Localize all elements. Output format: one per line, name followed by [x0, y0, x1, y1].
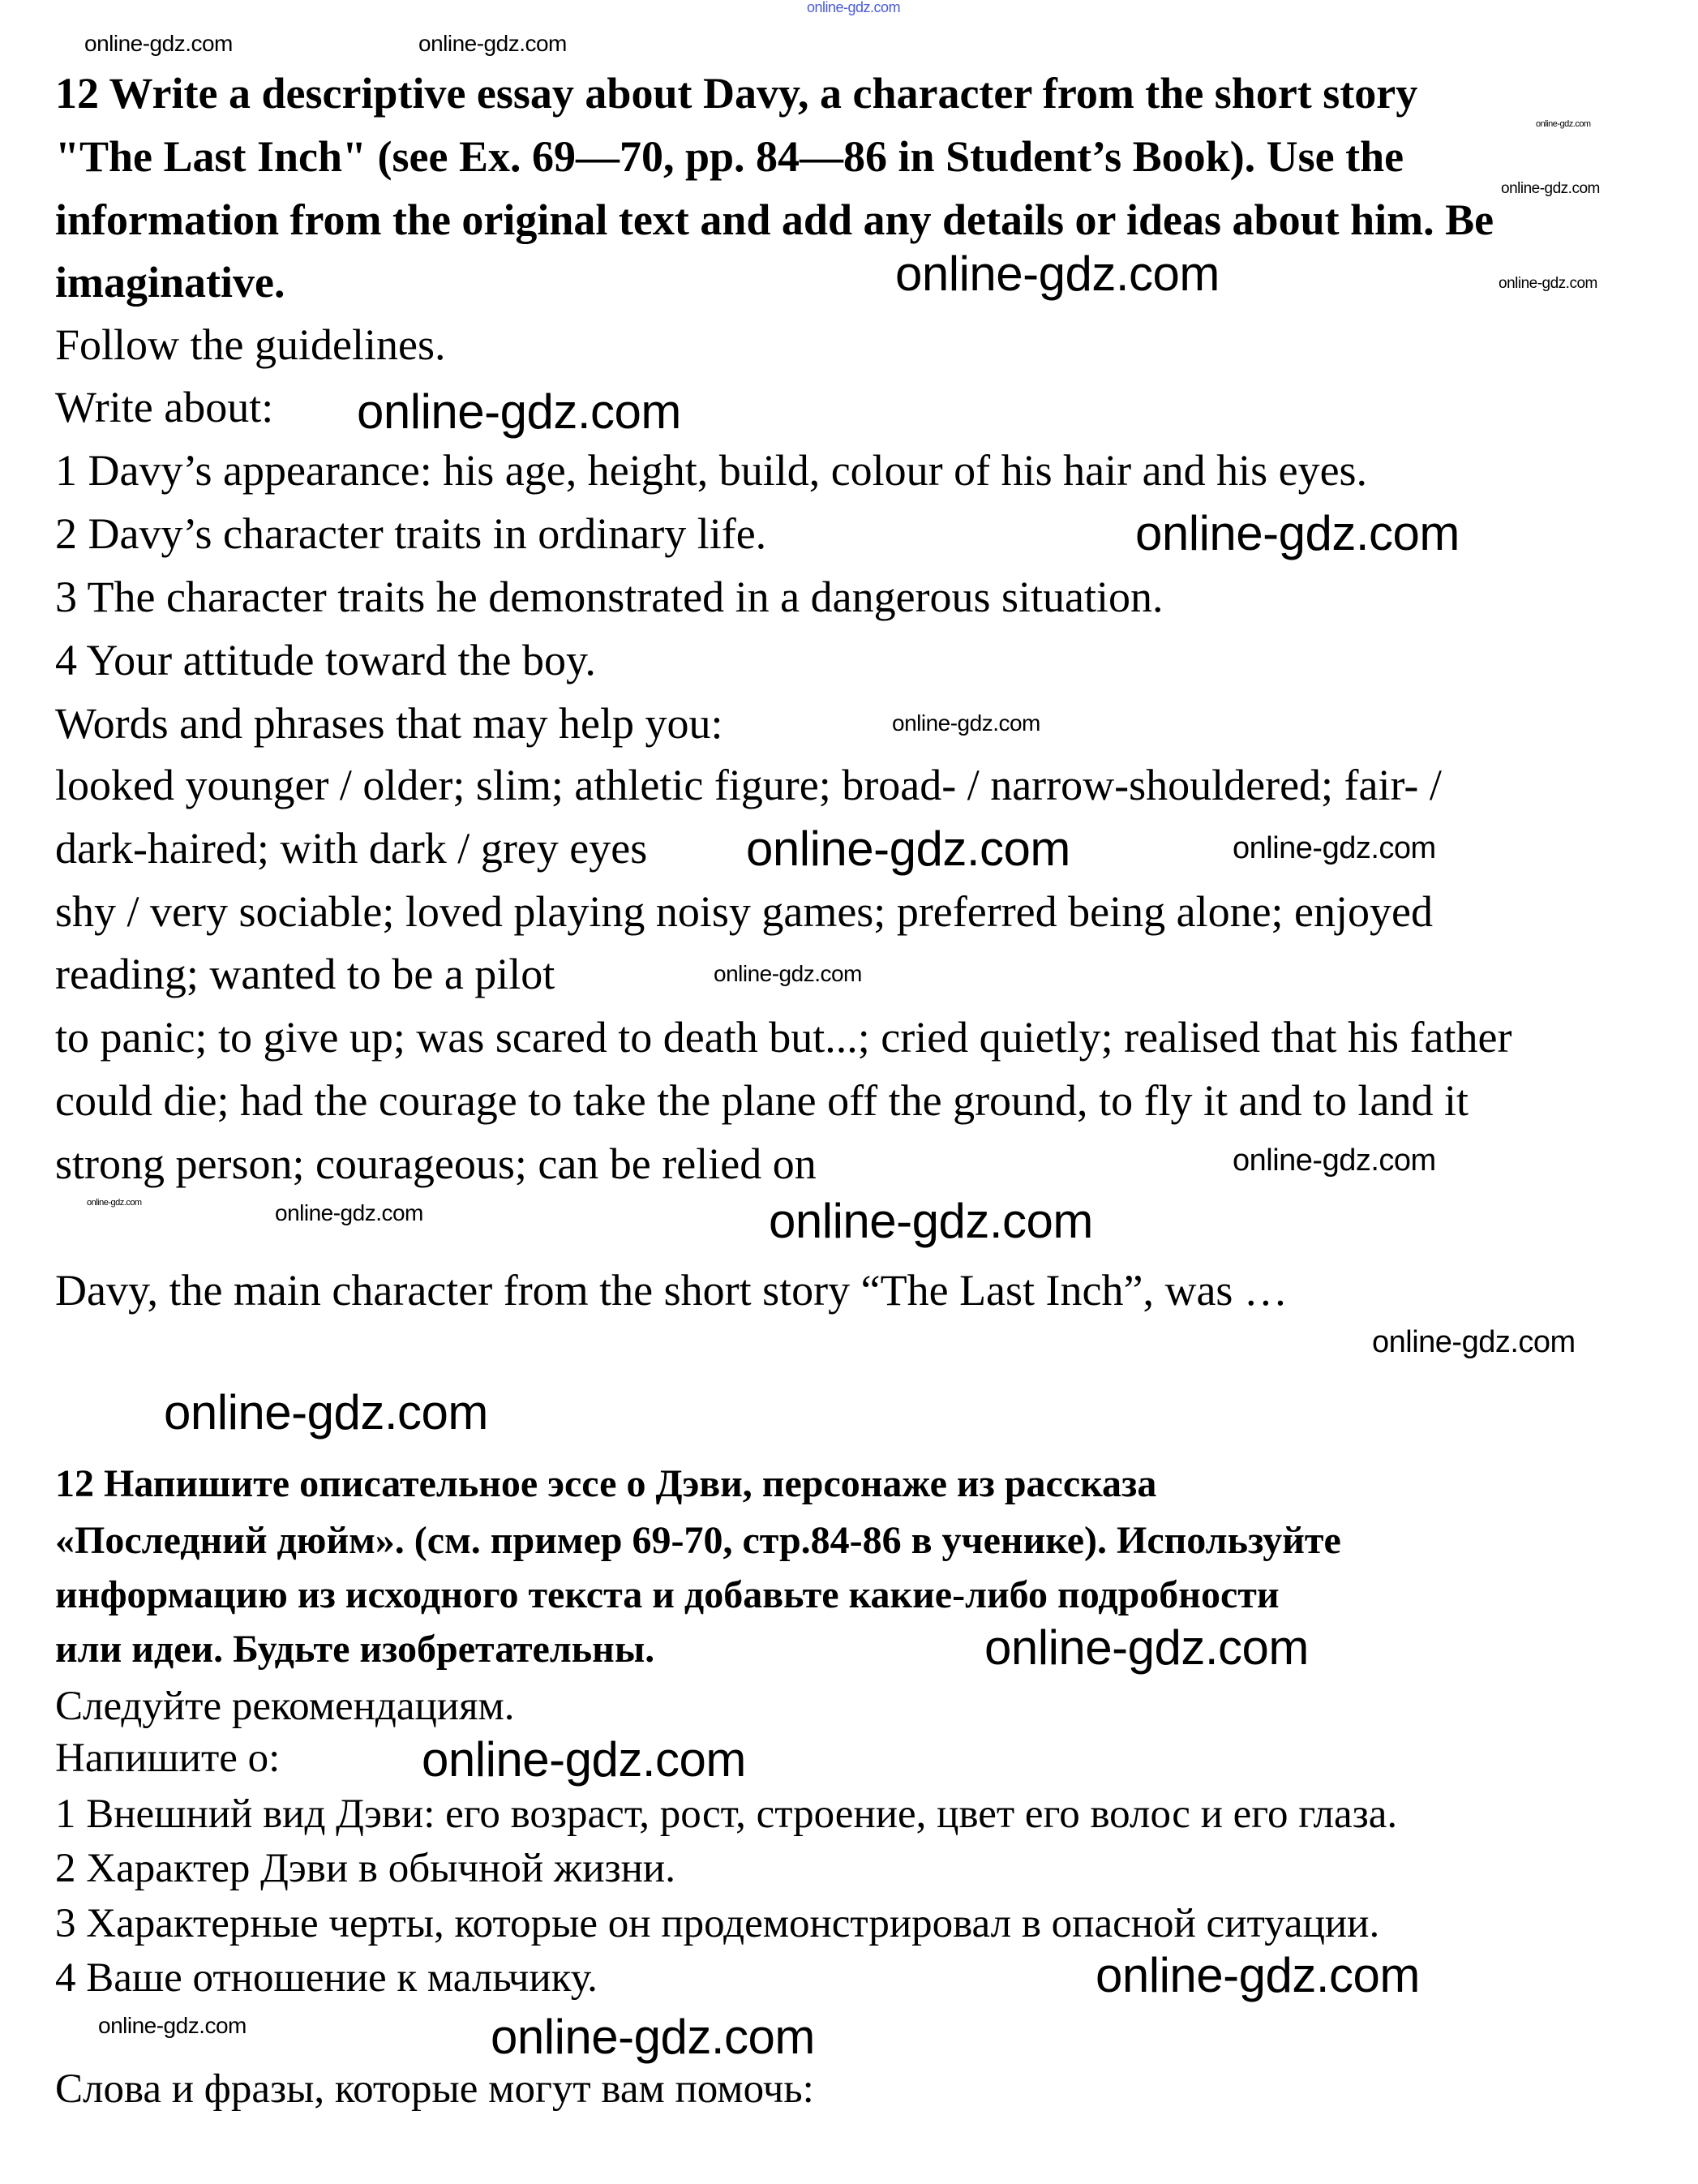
task-heading-line: 12 Напишите описательное эссе о Дэви, персонаже из рассказа — [55, 1462, 1157, 1505]
watermark: online-gdz.com — [1499, 275, 1597, 292]
task-heading-line: информацию из исходного текста и добавьте какие-либо подробности — [55, 1573, 1280, 1616]
watermark: online-gdz.com — [275, 1200, 423, 1225]
task-heading-line: information from the original text and add any details or ideas about him. Be — [55, 195, 1494, 244]
text-line: Words and phrases that may help you: — [55, 699, 723, 748]
task-heading-line: imaginative. — [55, 258, 285, 307]
watermark: online-gdz.com — [84, 31, 233, 56]
watermark: online-gdz.com — [1501, 180, 1600, 197]
text-line: Напишите о: — [55, 1736, 281, 1781]
phrase-line: to panic; to give up; was scared to death but...; cried quietly; realised that his father — [55, 1013, 1512, 1062]
watermark: online-gdz.com — [422, 1732, 746, 1787]
watermark: online-gdz.com — [769, 1194, 1093, 1248]
task-heading-line: или идеи. Будьте изобретательны. — [55, 1628, 655, 1671]
watermark: online-gdz.com — [895, 247, 1220, 301]
guideline-item: 3 Характерные черты, которые он продемонстрировал в опасной ситуации. — [55, 1901, 1380, 1946]
watermark: online-gdz.com — [807, 0, 901, 15]
phrase-line: dark-haired; with dark / grey eyes — [55, 824, 648, 873]
task-heading-line: "The Last Inch" (see Ex. 69—70, pp. 84—86 in Student’s Book). Use the — [55, 132, 1404, 181]
watermark: online-gdz.com — [1233, 831, 1436, 865]
essay-start: Davy, the main character from the short story “The Last Inch”, was … — [55, 1266, 1288, 1315]
watermark: online-gdz.com — [984, 1620, 1309, 1675]
watermark: online-gdz.com — [1536, 119, 1591, 129]
watermark: online-gdz.com — [1135, 506, 1460, 560]
text-line: Write about: — [55, 383, 274, 431]
guideline-item: 1 Внешний вид Дэви: его возраст, рост, строение, цвет его волос и его глаза. — [55, 1791, 1398, 1837]
watermark: online-gdz.com — [714, 961, 862, 986]
phrase-line: reading; wanted to be a pilot — [55, 950, 555, 998]
watermark: online-gdz.com — [892, 710, 1040, 736]
text-line: Слова и фразы, которые могут вам помочь: — [55, 2066, 814, 2112]
phrase-line: shy / very sociable; loved playing noisy games; preferred being alone; enjoyed — [55, 887, 1433, 936]
watermark: online-gdz.com — [87, 1198, 142, 1208]
text-line: Следуйте рекомендациям. — [55, 1684, 515, 1729]
phrase-line: strong person; courageous; can be relied on — [55, 1139, 817, 1188]
task-heading-line: 12 Write a descriptive essay about Davy, a character from the short story — [55, 69, 1418, 118]
guideline-item: 4 Ваше отношение к мальчику. — [55, 1955, 598, 2001]
watermark: online-gdz.com — [491, 2010, 815, 2064]
phrase-line: looked younger / older; slim; athletic figure; broad- / narrow-shouldered; fair- / — [55, 761, 1442, 809]
guideline-item: 2 Характер Дэви в обычной жизни. — [55, 1846, 675, 1891]
watermark: online-gdz.com — [418, 31, 567, 56]
watermark: online-gdz.com — [164, 1385, 488, 1440]
guideline-item: 3 The character traits he demonstrated in a dangerous situation. — [55, 573, 1164, 621]
task-heading-line: «Последний дюйм». (см. пример 69-70, стр.84-86 в ученике). Используйте — [55, 1519, 1341, 1562]
guideline-item: 4 Your attitude toward the boy. — [55, 636, 596, 684]
watermark: online-gdz.com — [357, 384, 681, 439]
text-line: Follow the guidelines. — [55, 320, 446, 369]
watermark: online-gdz.com — [1372, 1325, 1576, 1359]
watermark: online-gdz.com — [746, 822, 1070, 876]
watermark: online-gdz.com — [1096, 1948, 1420, 2002]
guideline-item: 2 Davy’s character traits in ordinary life. — [55, 509, 767, 558]
watermark: online-gdz.com — [1233, 1143, 1436, 1178]
watermark: online-gdz.com — [98, 2013, 247, 2038]
phrase-line: could die; had the courage to take the plane off the ground, to fly it and to land it — [55, 1076, 1469, 1125]
guideline-item: 1 Davy’s appearance: his age, height, build, colour of his hair and his eyes. — [55, 446, 1368, 495]
